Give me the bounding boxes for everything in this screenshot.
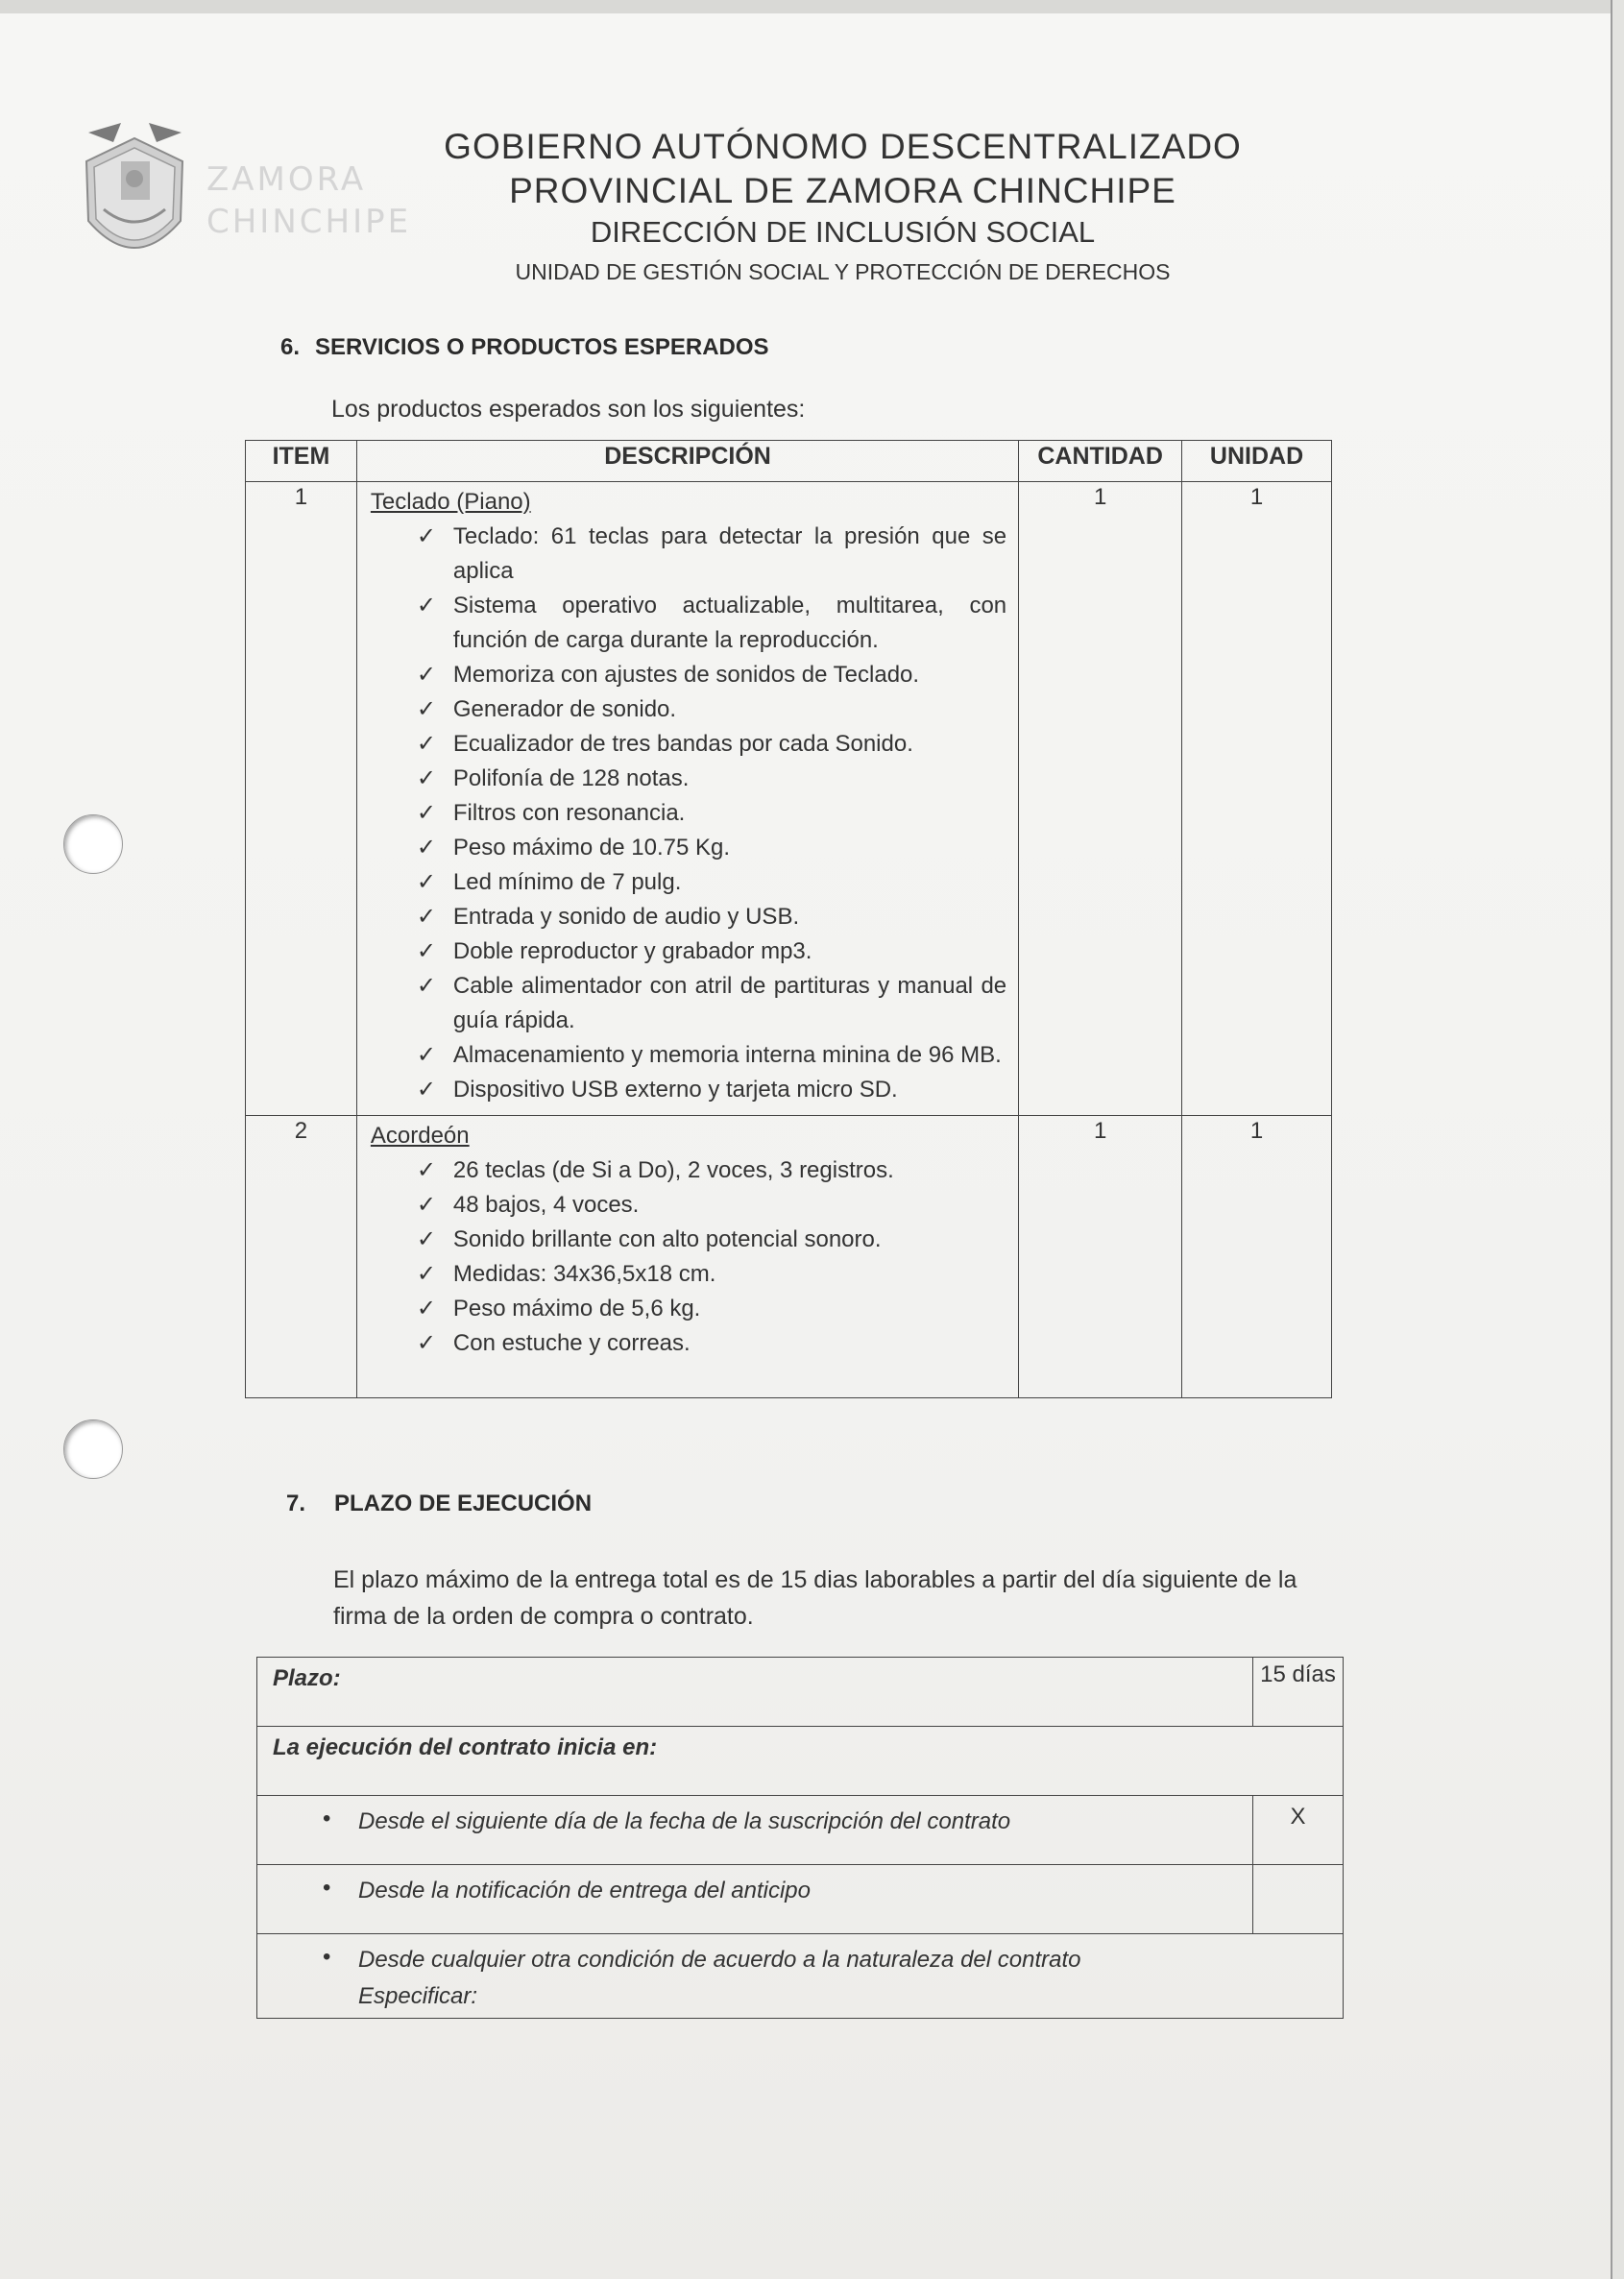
check-icon: ✓ [416, 1261, 436, 1287]
option-mark [1253, 1865, 1344, 1934]
header-quantity: CANTIDAD [1019, 441, 1182, 482]
item-description [356, 482, 1018, 1116]
list-item [417, 520, 1006, 589]
header-description: DESCRIPCIÓN [356, 441, 1018, 482]
feature-text: Teclado: 61 teclas para detectar la presión que se aplica [452, 523, 1007, 584]
check-icon: ✓ [416, 835, 436, 861]
feature-text: Entrada y sonido de audio y USB. [452, 904, 800, 930]
table-row [257, 1727, 1344, 1796]
table-row [246, 482, 1332, 1116]
check-icon: ✓ [416, 593, 436, 618]
product-name: Teclado (Piano) [370, 489, 531, 515]
table-row [257, 1934, 1344, 2019]
feature-text: 26 teclas (de Si a Do), 2 voces, 3 registros. [452, 1157, 894, 1183]
table-row [257, 1865, 1344, 1934]
check-icon: ✓ [416, 938, 436, 964]
list-item [417, 727, 1006, 762]
punch-hole-bottom [63, 1419, 123, 1479]
list-item [417, 1257, 1006, 1292]
header-unit: UNIDAD [1182, 441, 1332, 482]
scan-right-edge [1611, 0, 1624, 2279]
check-icon: ✓ [416, 800, 436, 826]
watermark-text: ZAMORA CHINCHIPE [206, 160, 412, 241]
list-item [417, 1188, 1006, 1223]
section-7-title-text: PLAZO DE EJECUCIÓN [334, 1491, 593, 1516]
check-icon: ✓ [416, 1330, 436, 1356]
option-text: Desde el siguiente día de la fecha de la suscripción del contrato [358, 1808, 1011, 1834]
bullet-icon: • [323, 1875, 331, 1901]
feature-text: Medidas: 34x36,5x18 cm. [452, 1261, 716, 1287]
list-item [417, 658, 1006, 692]
list-item [417, 1073, 1006, 1107]
check-icon: ✓ [416, 869, 436, 895]
table-row [257, 1658, 1344, 1727]
feature-text: Filtros con resonancia. [452, 800, 686, 826]
feature-text: Doble reproductor y grabador mp3. [452, 938, 812, 964]
feature-text: Polifonía de 128 notas. [452, 765, 690, 791]
list-item [417, 1038, 1006, 1073]
header-line-4: UNIDAD DE GESTIÓN SOCIAL Y PROTECCIÓN DE DERECHOS [515, 259, 1171, 284]
check-icon: ✓ [416, 523, 436, 549]
bullet-icon: • [323, 1944, 331, 1970]
check-icon: ✓ [416, 1226, 436, 1252]
start-option [257, 1865, 1253, 1934]
start-option [257, 1934, 1344, 2019]
section-7-title [286, 1491, 592, 1517]
feature-list [371, 520, 1006, 1107]
feature-text: Almacenamiento y memoria interna minina de 96 MB. [452, 1042, 1002, 1068]
item-description [356, 1116, 1018, 1398]
list-item [417, 692, 1006, 727]
list-item [417, 1326, 1006, 1361]
list-item [417, 831, 1006, 865]
bullet-icon: • [323, 1806, 331, 1831]
item-number: 2 [246, 1116, 357, 1398]
list-item [417, 1292, 1006, 1326]
section-6-title-text: SERVICIOS O PRODUCTOS ESPERADOS [315, 334, 769, 360]
start-option [257, 1796, 1253, 1865]
header-item: ITEM [246, 441, 357, 482]
list-item [417, 796, 1006, 831]
check-icon: ✓ [416, 1192, 436, 1218]
product-name: Acordeón [370, 1123, 470, 1149]
table-row [246, 1116, 1332, 1398]
feature-text: Peso máximo de 5,6 kg. [452, 1296, 701, 1321]
feature-text: Generador de sonido. [452, 696, 677, 722]
list-item [417, 934, 1006, 969]
item-number: 1 [246, 482, 357, 1116]
option-text: Desde la notificación de entrega del anticipo [358, 1878, 811, 1903]
start-label: La ejecución del contrato inicia en: [257, 1727, 1344, 1796]
plazo-label: Plazo: [257, 1658, 1253, 1727]
check-icon: ✓ [416, 662, 436, 688]
feature-text: 48 bajos, 4 voces. [452, 1192, 640, 1218]
section-6-number: 6. [280, 334, 301, 360]
check-icon: ✓ [416, 765, 436, 791]
feature-text: Peso máximo de 10.75 Kg. [452, 835, 731, 861]
products-table [245, 440, 1332, 1398]
feature-text: Con estuche y correas. [452, 1330, 691, 1356]
item-quantity: 1 [1019, 1116, 1182, 1398]
header-line-2: PROVINCIAL DE ZAMORA CHINCHIPE [509, 171, 1176, 210]
feature-list [371, 1153, 1006, 1361]
feature-text: Sistema operativo actualizable, multitarea, con función de carga durante la reproducción. [452, 593, 1007, 653]
check-icon: ✓ [416, 973, 436, 999]
list-item [417, 762, 1006, 796]
list-item [417, 865, 1006, 900]
option-extra: Especificar: [358, 1983, 478, 2009]
header-line-1: GOBIERNO AUTÓNOMO DESCENTRALIZADO [444, 127, 1242, 166]
list-item [417, 589, 1006, 658]
check-icon: ✓ [416, 1042, 436, 1068]
section-7-number: 7. [286, 1491, 306, 1516]
check-icon: ✓ [416, 1157, 436, 1183]
section-7-text: El plazo máximo de la entrega total es de 15 dias laborables a partir del día siguiente de la firma de la orden de compra o contrato. [333, 1566, 1297, 1630]
list-item [417, 969, 1006, 1038]
check-icon: ✓ [416, 1296, 436, 1321]
plazo-value: 15 días [1253, 1658, 1344, 1727]
table-row [257, 1796, 1344, 1865]
feature-text: Ecualizador de tres bandas por cada Sonido. [452, 731, 913, 757]
section-6-intro: Los productos esperados son los siguientes: [331, 396, 806, 423]
feature-text: Cable alimentador con atril de partituras y manual de guía rápida. [452, 973, 1007, 1033]
check-icon: ✓ [416, 696, 436, 722]
list-item [417, 900, 1006, 934]
list-item [417, 1223, 1006, 1257]
term-table [256, 1657, 1344, 2019]
products-table-header [246, 441, 1332, 482]
list-item [417, 1153, 1006, 1188]
punch-hole-top [63, 814, 123, 874]
option-text: Desde cualquier otra condición de acuerdo a la naturaleza del contrato [358, 1947, 1081, 1973]
option-mark: X [1253, 1796, 1344, 1865]
check-icon: ✓ [416, 731, 436, 757]
item-unit: 1 [1182, 1116, 1332, 1398]
header-line-3: DIRECCIÓN DE INCLUSIÓN SOCIAL [590, 215, 1096, 249]
feature-text: Dispositivo USB externo y tarjeta micro SD. [452, 1077, 898, 1103]
check-icon: ✓ [416, 904, 436, 930]
feature-text: Sonido brillante con alto potencial sonoro. [452, 1226, 882, 1252]
feature-text: Memoriza con ajustes de sonidos de Teclado. [452, 662, 920, 688]
scan-top-edge [0, 0, 1624, 13]
check-icon: ✓ [416, 1077, 436, 1103]
feature-text: Led mínimo de 7 pulg. [452, 869, 682, 895]
item-quantity: 1 [1019, 482, 1182, 1116]
section-6-title [280, 334, 769, 361]
item-unit: 1 [1182, 482, 1332, 1116]
